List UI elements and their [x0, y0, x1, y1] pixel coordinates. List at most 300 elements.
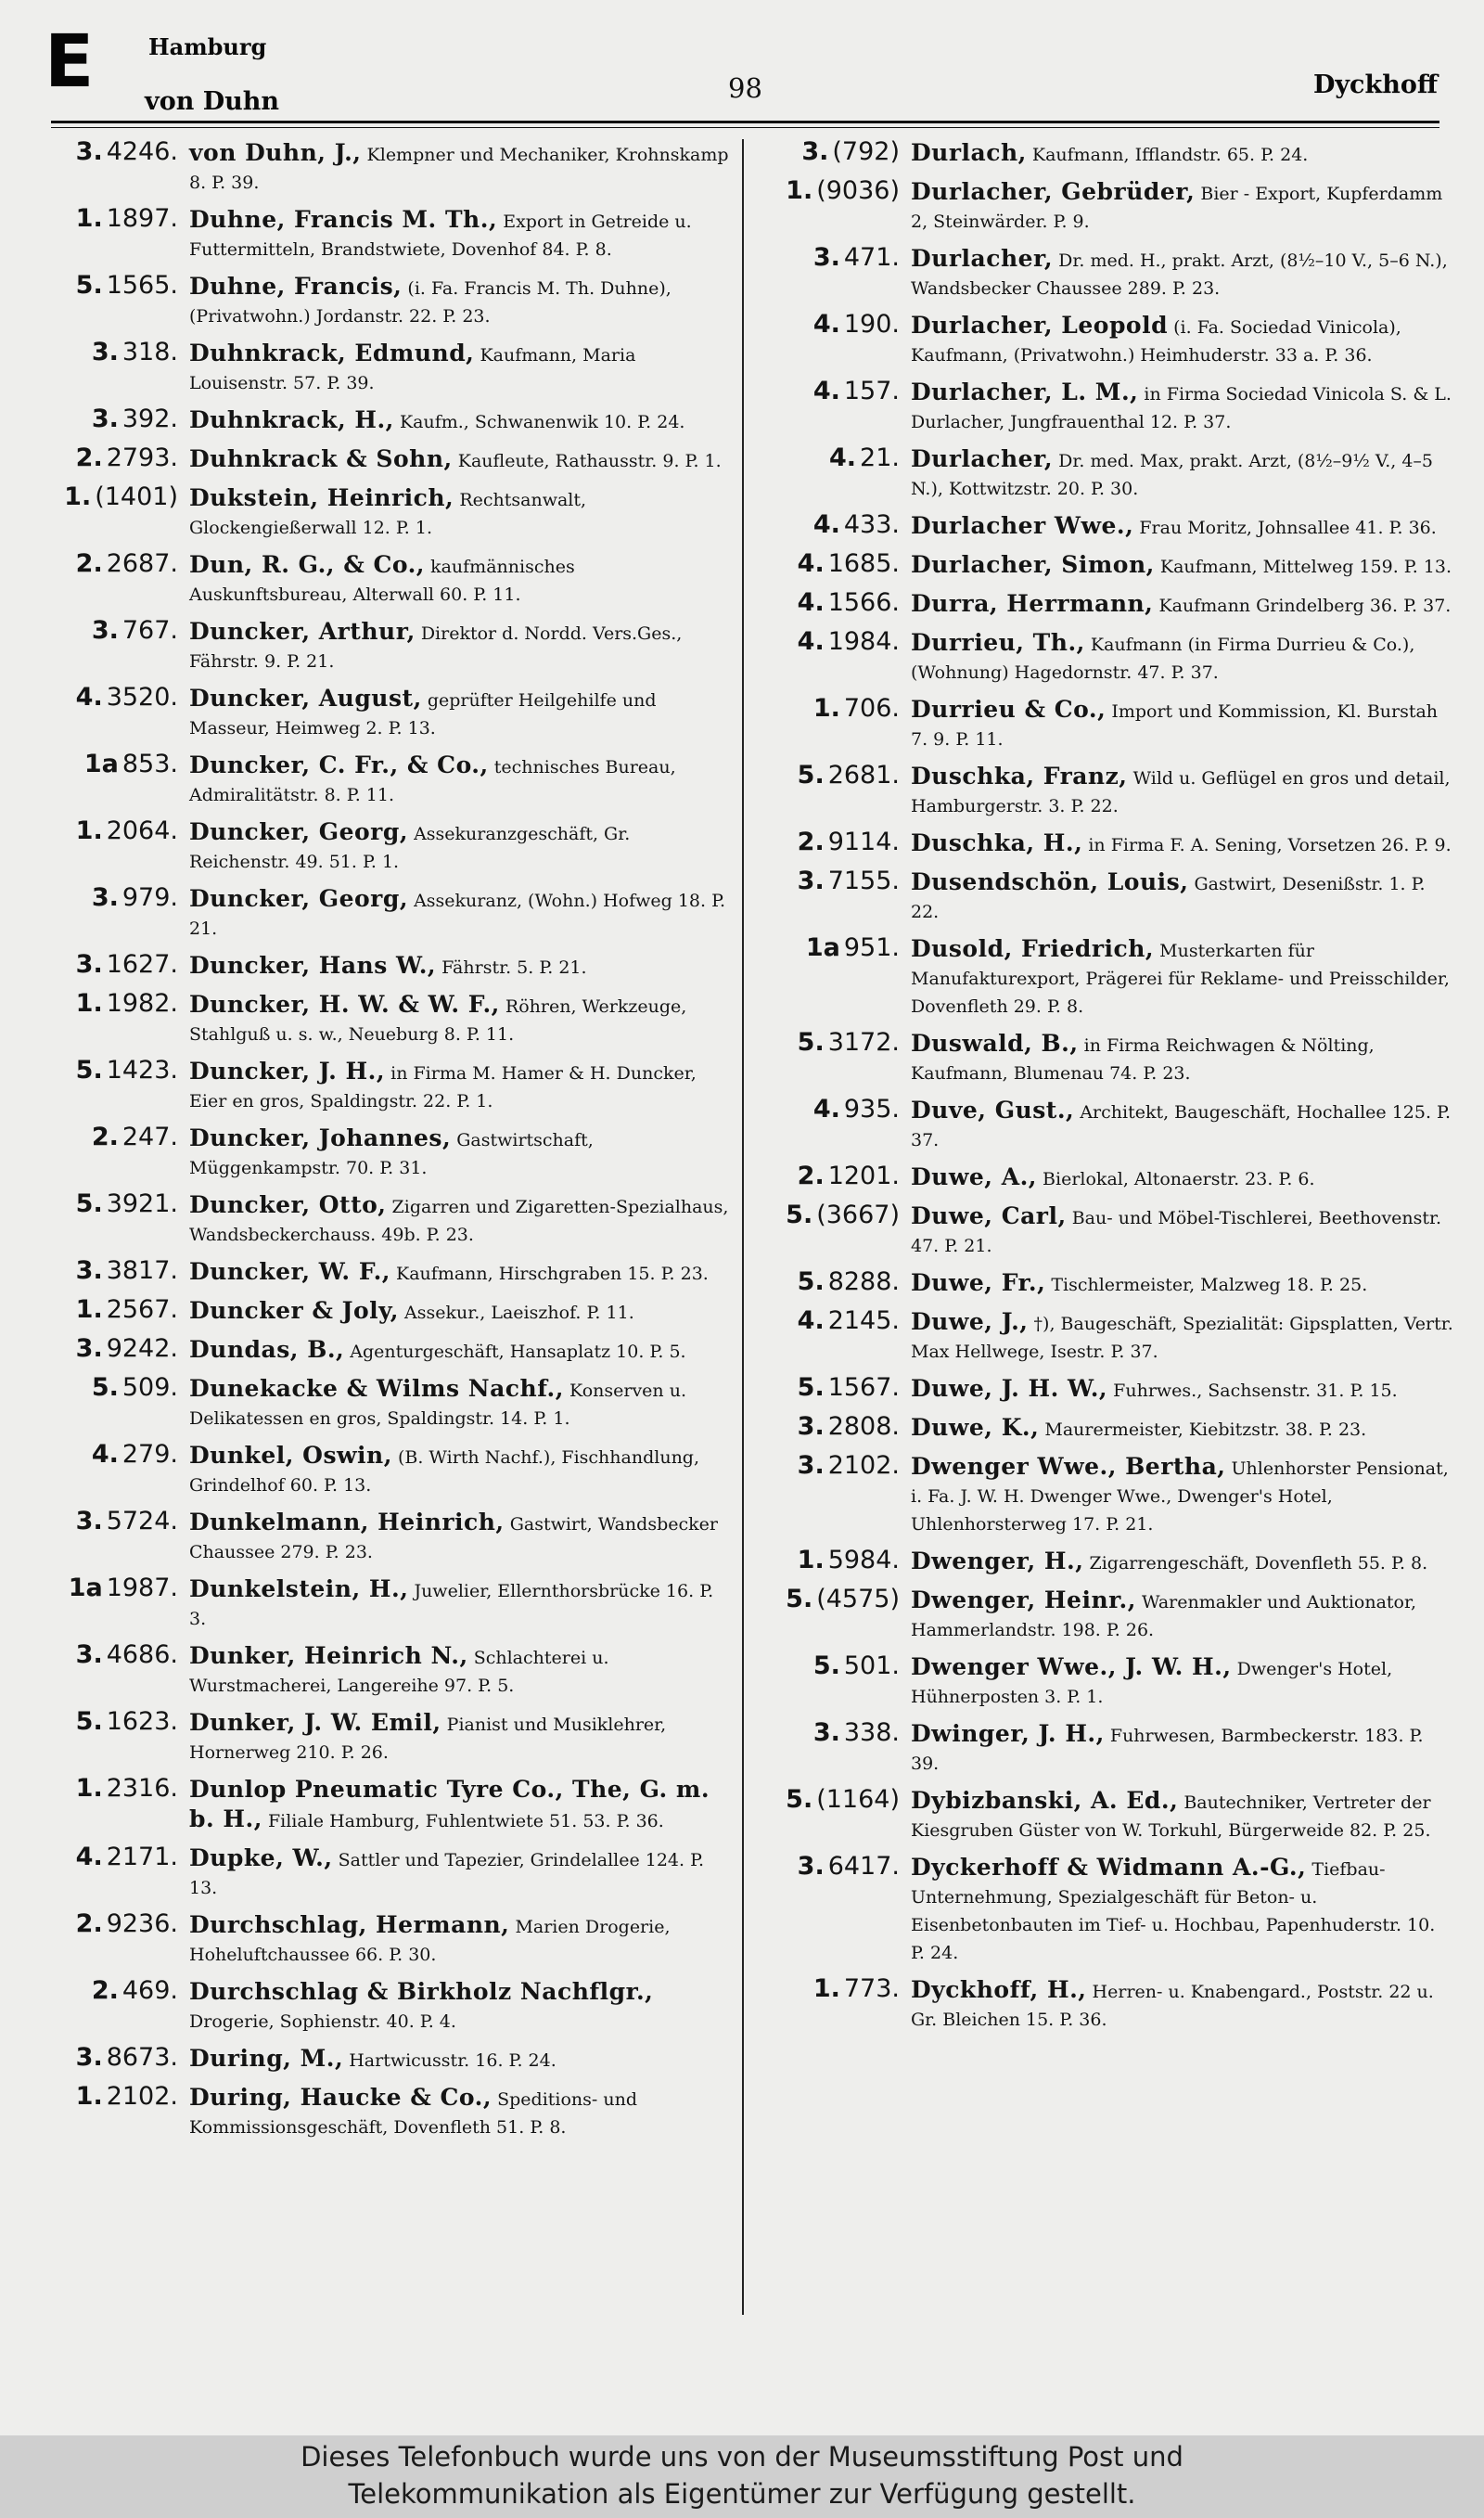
- entry-text: [911, 867, 1454, 926]
- subscriber-details: Herren- u. Knabengard., Poststr. 22 u. Gr. Bleichen 15. P. 36.: [911, 1982, 1434, 2030]
- directory-entry: [46, 1334, 733, 1366]
- subscriber-details: Tischlermeister, Malzweg 18. P. 25.: [1051, 1275, 1368, 1295]
- directory-entry: [768, 1028, 1454, 1087]
- entry-text: [911, 1651, 1454, 1711]
- subscriber-details: Fährstr. 5. P. 21.: [441, 957, 587, 978]
- subscriber-name: Durra, Herrmann,: [911, 590, 1154, 617]
- subscriber-details: Gastwirtschaft, Müggenkampstr. 70. P. 31.: [189, 1130, 594, 1178]
- phone-number: [768, 1267, 911, 1297]
- subscriber-name: Duwe, J.,: [911, 1308, 1029, 1335]
- phone-number: [768, 588, 911, 618]
- exchange-code: 1.: [75, 1774, 103, 1803]
- entry-text: [189, 1707, 733, 1766]
- directory-entry: [768, 1306, 1454, 1366]
- subscriber-name: Duncker, Georg,: [189, 885, 409, 912]
- exchange-code: 3.: [75, 1334, 103, 1363]
- line-number: 5984.: [827, 1546, 900, 1574]
- entry-text: [189, 1843, 733, 1902]
- subscriber-name: Dyckhoff, H.,: [911, 1976, 1087, 2003]
- phone-number: [768, 1306, 911, 1336]
- entry-text: [189, 750, 733, 809]
- subscriber-name: Dunker, Heinrich N.,: [189, 1642, 468, 1669]
- subscriber-details: Musterkarten für Manufakturexport, Prägerei für Reklame- und Preisschilder, Dovenfleth 29. P. 8.: [911, 941, 1450, 1017]
- phone-number: [46, 137, 189, 167]
- subscriber-details: Juwelier, Ellernthorsbrücke 16. P. 3.: [189, 1581, 714, 1629]
- entry-text: [911, 443, 1454, 503]
- directory-entry: [46, 482, 733, 542]
- line-number: 1567.: [827, 1373, 900, 1402]
- phone-number: [46, 883, 189, 913]
- entry-text: [189, 2043, 733, 2075]
- entry-text: [189, 1373, 733, 1432]
- line-number: 767.: [122, 616, 178, 645]
- directory-entry: [768, 588, 1454, 620]
- line-number: 2793.: [106, 443, 178, 472]
- directory-entry: [768, 1373, 1454, 1405]
- directory-entry: [46, 1507, 733, 1566]
- subscriber-details: Filiale Hamburg, Fuhlentwiete 51. 53. P. 36.: [267, 1811, 664, 1831]
- subscriber-name: Durlacher,: [911, 445, 1054, 472]
- phone-number: [768, 377, 911, 406]
- entry-text: [911, 828, 1454, 859]
- subscriber-details: Bier - Export, Kupferdamm 2, Steinwärder. P. 9.: [911, 184, 1443, 232]
- line-number: 951.: [843, 933, 900, 962]
- subscriber-name: Durlach,: [911, 139, 1027, 166]
- phone-number: [46, 2043, 189, 2073]
- exchange-code: 1.: [786, 176, 813, 205]
- entry-text: [189, 271, 733, 330]
- directory-entry: [768, 310, 1454, 369]
- subscriber-name: Duve, Gust.,: [911, 1097, 1075, 1124]
- subscriber-name: Durlacher, Leopold: [911, 312, 1169, 339]
- subscriber-name: Durrieu & Co.,: [911, 696, 1107, 723]
- exchange-code: 4.: [797, 1306, 825, 1335]
- line-number: 1627.: [106, 950, 178, 979]
- line-number: 392.: [122, 405, 178, 433]
- phone-number: [768, 176, 911, 206]
- phone-number: [46, 2082, 189, 2112]
- subscriber-name: Duwe, Carl,: [911, 1202, 1067, 1229]
- phone-number: [46, 405, 189, 434]
- subscriber-name: von Duhn, J.,: [189, 139, 362, 166]
- line-number: 3921.: [106, 1189, 178, 1218]
- entry-text: [189, 204, 733, 263]
- directory-entry: [46, 950, 733, 982]
- entry-text: [189, 816, 733, 876]
- phone-number: [768, 1651, 911, 1681]
- exchange-code: 1a: [805, 933, 840, 962]
- subscriber-details: Tiefbau-Unternehmung, Spezialgeschäft für Beton- u. Eisenbetonbauten im Tief- u. Hochbau, Papenhuderstr. 10. P. 24.: [911, 1859, 1436, 1963]
- entry-text: [911, 1267, 1454, 1299]
- directory-entry: [46, 1774, 733, 1835]
- phone-number: [46, 1373, 189, 1403]
- phone-number: [46, 1976, 189, 2006]
- entry-text: [189, 1440, 733, 1499]
- phone-number: [46, 750, 189, 779]
- directory-entry: [768, 1162, 1454, 1193]
- line-number: 157.: [843, 377, 900, 405]
- phone-number: [46, 1440, 189, 1470]
- subscriber-details: Kaufm., Schwanenwik 10. P. 24.: [399, 412, 685, 432]
- exchange-code: 2.: [91, 1976, 119, 2005]
- entry-text: [189, 989, 733, 1048]
- entry-text: [911, 933, 1454, 1021]
- line-number: 1201.: [827, 1162, 900, 1190]
- subscriber-name: Dusold, Friedrich,: [911, 935, 1155, 962]
- phone-number: [768, 627, 911, 657]
- entry-text: [189, 1334, 733, 1366]
- directory-entry: [768, 1585, 1454, 1644]
- exchange-code: 3.: [75, 1640, 103, 1669]
- subscriber-details: Drogerie, Sophienstr. 40. P. 4.: [189, 2011, 456, 2032]
- phone-number: [46, 683, 189, 713]
- exchange-code: 3.: [75, 1507, 103, 1535]
- exchange-code: 2.: [75, 443, 103, 472]
- directory-entry: [768, 1451, 1454, 1538]
- phone-number: [46, 950, 189, 980]
- exchange-code: 3.: [801, 137, 829, 166]
- entry-text: [911, 137, 1454, 169]
- phone-number: [768, 243, 911, 273]
- entry-text: [911, 588, 1454, 620]
- line-number: 509.: [122, 1373, 178, 1402]
- phone-number: [46, 1574, 189, 1603]
- subscriber-name: Dunekacke & Wilms Nachf.,: [189, 1375, 564, 1402]
- phone-number: [46, 1295, 189, 1325]
- subscriber-name: Duncker, Otto,: [189, 1191, 387, 1218]
- entry-text: [911, 1852, 1454, 1967]
- entry-text: [911, 1451, 1454, 1538]
- phone-number: [768, 1028, 911, 1058]
- phone-number: [46, 1843, 189, 1872]
- directory-entry: [46, 1976, 733, 2036]
- subscriber-details: Bau- und Möbel-Tischlerei, Beethovenstr. 47. P. 21.: [911, 1208, 1442, 1256]
- phone-number: [768, 1585, 911, 1614]
- phone-number: [768, 1852, 911, 1882]
- exchange-code: 4.: [812, 510, 840, 539]
- entry-text: [189, 1507, 733, 1566]
- exchange-code: 4.: [75, 683, 103, 712]
- phone-number: [46, 616, 189, 646]
- subscriber-details: Dr. med. Max, prakt. Arzt, (8½–9½ V., 4–5 N.), Kottwitzstr. 20. P. 30.: [911, 451, 1434, 499]
- subscriber-name: Durrieu, Th.,: [911, 629, 1085, 656]
- exchange-code: 1.: [75, 989, 103, 1018]
- exchange-code: 5.: [75, 1707, 103, 1736]
- city-name: Hamburg: [148, 33, 267, 60]
- phone-number: [46, 1774, 189, 1804]
- subscriber-name: Dun, R. G., & Co.,: [189, 551, 426, 578]
- phone-number: [46, 989, 189, 1019]
- line-number: (792): [832, 137, 900, 166]
- subscriber-details: Assekuranz, (Wohn.) Hofweg 18. P. 21.: [189, 891, 726, 939]
- line-number: 1897.: [106, 204, 178, 233]
- footer-notice: [0, 2435, 1484, 2518]
- line-number: 338.: [843, 1718, 900, 1747]
- exchange-code: 4.: [812, 310, 840, 339]
- exchange-code: 3.: [91, 405, 119, 433]
- entry-text: [911, 1306, 1454, 1366]
- exchange-code: 4.: [797, 549, 825, 578]
- phone-number: [768, 510, 911, 540]
- subscriber-details: Klempner und Mechaniker, Krohnskamp 8. P. 39.: [189, 145, 729, 193]
- subscriber-name: Duncker, J. H.,: [189, 1058, 386, 1085]
- exchange-code: 3.: [797, 1412, 825, 1441]
- line-number: 2064.: [106, 816, 178, 845]
- range-end-entry: Dyckhoff: [1312, 71, 1438, 99]
- phone-number: [768, 137, 911, 167]
- phone-number: [768, 761, 911, 790]
- directory-entry: [46, 1574, 733, 1633]
- subscriber-name: Dwenger Wwe., J. W. H.,: [911, 1653, 1232, 1680]
- phone-number: [768, 1201, 911, 1230]
- subscriber-name: Duhne, Francis M. Th.,: [189, 206, 498, 233]
- subscriber-details: Bierlokal, Altonaerstr. 23. P. 6.: [1043, 1169, 1315, 1189]
- entry-text: [911, 1095, 1454, 1154]
- subscriber-name: Dunlop Pneumatic Tyre Co., The, G. m. b. H.,: [189, 1776, 710, 1832]
- directory-entry: [46, 1440, 733, 1499]
- directory-entry: [46, 1256, 733, 1288]
- line-number: 2171.: [106, 1843, 178, 1871]
- exchange-code: 1a: [83, 750, 119, 778]
- exchange-code: 5.: [75, 271, 103, 300]
- entry-text: [189, 2082, 733, 2141]
- directory-entry: [768, 137, 1454, 169]
- section-letter: E: [45, 20, 95, 104]
- phone-number: [46, 1707, 189, 1737]
- subscriber-name: Duschka, H.,: [911, 829, 1083, 856]
- column-divider: [742, 139, 744, 2315]
- phone-number: [46, 816, 189, 846]
- entry-text: [911, 1412, 1454, 1444]
- left-column: [46, 137, 733, 2149]
- phone-number: [768, 1785, 911, 1815]
- exchange-code: 3.: [75, 137, 103, 166]
- exchange-code: 5.: [786, 1201, 813, 1229]
- directory-entry: [46, 271, 733, 330]
- directory-entry: [46, 683, 733, 742]
- subscriber-details: in Firma M. Hamer & H. Duncker, Eier en gros, Spaldingstr. 22. P. 1.: [189, 1063, 697, 1111]
- directory-entry: [768, 1852, 1454, 1967]
- exchange-code: 5.: [75, 1189, 103, 1218]
- directory-entry: [46, 883, 733, 943]
- exchange-code: 1a: [68, 1574, 103, 1602]
- subscriber-name: Dusendschön, Louis,: [911, 868, 1189, 895]
- entry-text: [911, 510, 1454, 542]
- line-number: 979.: [122, 883, 178, 912]
- entry-text: [911, 1162, 1454, 1193]
- subscriber-name: Duncker, Hans W.,: [189, 952, 437, 979]
- entry-text: [189, 1189, 733, 1249]
- phone-number: [46, 1909, 189, 1939]
- line-number: 5724.: [106, 1507, 178, 1535]
- entry-text: [189, 482, 733, 542]
- exchange-code: 3.: [797, 1852, 825, 1881]
- subscriber-details: Kaufmann Grindelberg 36. P. 37.: [1158, 596, 1452, 616]
- entry-text: [911, 694, 1454, 753]
- subscriber-name: Dunkel, Oswin,: [189, 1442, 392, 1469]
- directory-entry: [768, 1201, 1454, 1260]
- phone-number: [768, 1412, 911, 1442]
- subscriber-name: Duwe, A.,: [911, 1163, 1037, 1190]
- directory-entry: [768, 828, 1454, 859]
- subscriber-name: Dyckerhoff & Widmann A.-G.,: [911, 1854, 1307, 1881]
- subscriber-details: Schlachterei u. Wurstmacherei, Langereihe 97. P. 5.: [189, 1648, 609, 1696]
- line-number: 1982.: [106, 989, 178, 1018]
- directory-entry: [768, 549, 1454, 581]
- directory-entry: [768, 1974, 1454, 2034]
- phone-number: [768, 310, 911, 340]
- subscriber-name: Dupke, W.,: [189, 1844, 333, 1871]
- subscriber-details: Maurermeister, Kiebitzstr. 38. P. 23.: [1044, 1420, 1367, 1440]
- subscriber-name: Dunker, J. W. Emil,: [189, 1709, 441, 1736]
- line-number: 1685.: [827, 549, 900, 578]
- exchange-code: 4.: [797, 588, 825, 617]
- subscriber-details: Röhren, Werkzeuge, Stahlguß u. s. w., Neueburg 8. P. 11.: [189, 996, 687, 1045]
- exchange-code: 3.: [797, 867, 825, 895]
- subscriber-name: Durlacher, L. M.,: [911, 379, 1139, 405]
- subscriber-details: Bautechniker, Vertreter der Kiesgruben Güster von W. Torkuhl, Bürgerweide 82. P. 25.: [911, 1792, 1431, 1841]
- entry-text: [911, 627, 1454, 687]
- subscriber-details: Export in Getreide u. Futtermitteln, Brandstwiete, Dovenhof 84. P. 8.: [189, 212, 692, 260]
- phone-number: [46, 1056, 189, 1086]
- exchange-code: 3.: [91, 338, 119, 366]
- directory-entry: [46, 1056, 733, 1115]
- phone-number: [768, 1095, 911, 1124]
- entry-text: [911, 310, 1454, 369]
- line-number: 1984.: [827, 627, 900, 656]
- exchange-code: 1.: [812, 1974, 840, 2003]
- subscriber-details: Gastwirt, Desenißstr. 1. P. 22.: [911, 874, 1426, 922]
- subscriber-name: Duncker, W. F.,: [189, 1258, 390, 1285]
- exchange-code: 1.: [75, 1295, 103, 1324]
- phone-number: [768, 1451, 911, 1481]
- directory-entry: [768, 1718, 1454, 1778]
- subscriber-name: Dukstein, Heinrich,: [189, 484, 454, 511]
- subscriber-details: (i. Fa. Francis M. Th. Duhne), (Privatwohn.) Jordanstr. 22. P. 23.: [189, 278, 672, 327]
- exchange-code: 1.: [75, 204, 103, 233]
- directory-entry: [46, 1909, 733, 1969]
- entry-text: [189, 443, 733, 475]
- exchange-code: 4.: [75, 1843, 103, 1871]
- subscriber-name: Duncker, C. Fr., & Co.,: [189, 752, 489, 778]
- line-number: 2681.: [827, 761, 900, 790]
- directory-entry: [768, 1546, 1454, 1577]
- entry-text: [911, 377, 1454, 436]
- subscriber-details: Hartwicusstr. 16. P. 24.: [349, 2050, 556, 2071]
- directory-entry: [46, 1640, 733, 1700]
- line-number: 3172.: [827, 1028, 900, 1057]
- entry-text: [189, 1056, 733, 1115]
- phone-number: [46, 271, 189, 301]
- phone-number: [768, 1546, 911, 1575]
- subscriber-name: Dwenger, H.,: [911, 1548, 1084, 1574]
- line-number: 4246.: [106, 137, 178, 166]
- phone-number: [46, 549, 189, 579]
- directory-entry: [768, 1785, 1454, 1844]
- exchange-code: 5.: [786, 1585, 813, 1613]
- exchange-code: 3.: [797, 1451, 825, 1480]
- subscriber-details: in Firma Reichwagen & Nölting, Kaufmann, Blumenau 74. P. 23.: [911, 1035, 1375, 1084]
- line-number: 190.: [843, 310, 900, 339]
- directory-entry: [768, 176, 1454, 236]
- phone-number: [46, 443, 189, 473]
- entry-text: [911, 1028, 1454, 1087]
- subscriber-name: Duswald, B.,: [911, 1030, 1079, 1057]
- line-number: 501.: [843, 1651, 900, 1680]
- exchange-code: 4.: [797, 627, 825, 656]
- entry-text: [911, 1585, 1454, 1644]
- directory-entry: [46, 338, 733, 397]
- phone-number: [768, 1162, 911, 1191]
- exchange-code: 5.: [91, 1373, 119, 1402]
- phone-number: [46, 338, 189, 367]
- entry-text: [189, 1909, 733, 1969]
- entry-text: [189, 1640, 733, 1700]
- line-number: 279.: [122, 1440, 178, 1469]
- entry-text: [189, 1574, 733, 1633]
- right-column: [768, 137, 1454, 2041]
- entry-text: [911, 1373, 1454, 1405]
- line-number: 853.: [122, 750, 178, 778]
- subscriber-name: During, M.,: [189, 2045, 344, 2072]
- exchange-code: 1.: [64, 482, 92, 511]
- line-number: 6417.: [827, 1852, 900, 1881]
- subscriber-name: Durlacher, Gebrüder,: [911, 178, 1196, 205]
- subscriber-name: Duhne, Francis,: [189, 273, 403, 300]
- exchange-code: 3.: [75, 1256, 103, 1285]
- subscriber-details: Kaufmann (in Firma Durrieu & Co.), (Wohnung) Hagedornstr. 47. P. 37.: [911, 635, 1415, 683]
- exchange-code: 5.: [797, 761, 825, 790]
- line-number: 8288.: [827, 1267, 900, 1296]
- subscriber-name: Duncker & Joly,: [189, 1297, 399, 1324]
- directory-entry: [46, 1123, 733, 1182]
- exchange-code: 3.: [812, 1718, 840, 1747]
- subscriber-details: Pianist und Musiklehrer, Hornerweg 210. P. 26.: [189, 1715, 667, 1763]
- phone-number: [768, 828, 911, 857]
- directory-entry: [768, 1267, 1454, 1299]
- line-number: 8673.: [106, 2043, 178, 2072]
- entry-text: [189, 1123, 733, 1182]
- phone-number: [46, 482, 189, 512]
- line-number: 2687.: [106, 549, 178, 578]
- phone-number: [768, 933, 911, 963]
- line-number: 9242.: [106, 1334, 178, 1363]
- exchange-code: 3.: [75, 2043, 103, 2072]
- exchange-code: 5.: [786, 1785, 813, 1814]
- subscriber-details: Konserven u. Delikatessen en gros, Spaldingstr. 14. P. 1.: [189, 1381, 686, 1429]
- subscriber-name: Durlacher, Simon,: [911, 551, 1155, 578]
- subscriber-details: Zigarren und Zigaretten-Spezialhaus, Wandsbeckerchauss. 49b. P. 23.: [189, 1197, 729, 1245]
- line-number: (1164): [816, 1785, 900, 1814]
- line-number: 1566.: [827, 588, 900, 617]
- directory-entry: [46, 137, 733, 197]
- exchange-code: 4.: [829, 443, 857, 472]
- line-number: 2102.: [827, 1451, 900, 1480]
- directory-entry: [768, 627, 1454, 687]
- directory-entry: [46, 816, 733, 876]
- phone-number: [46, 1334, 189, 1364]
- directory-entry: [46, 405, 733, 436]
- exchange-code: 2.: [91, 1123, 119, 1151]
- directory-entry: [46, 616, 733, 675]
- directory-entry: [768, 867, 1454, 926]
- entry-text: [911, 1785, 1454, 1844]
- entry-text: [189, 1256, 733, 1288]
- subscriber-name: Duncker, Georg,: [189, 818, 409, 845]
- directory-entry: [768, 510, 1454, 542]
- subscriber-name: Duncker, August,: [189, 685, 422, 712]
- directory-entry: [46, 1707, 733, 1766]
